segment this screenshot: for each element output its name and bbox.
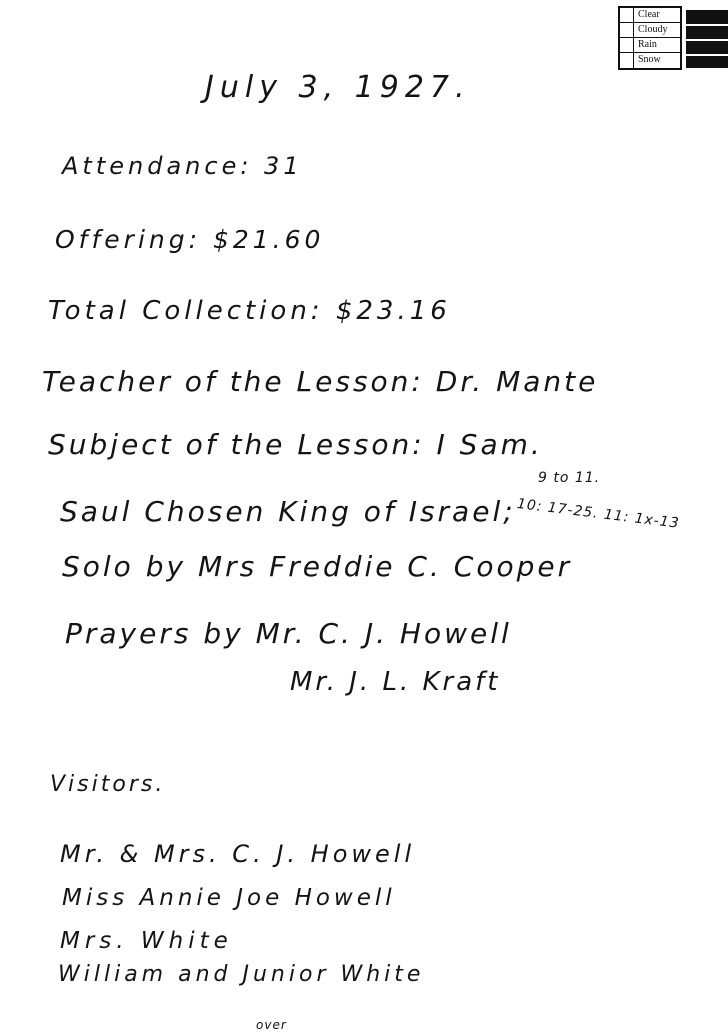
weather-option-label: Clear: [638, 9, 660, 20]
weather-option-snow: [620, 53, 680, 68]
subject-line: Subject of the Lesson: I Sam.: [48, 428, 543, 461]
visitors-heading: Visitors.: [50, 772, 166, 797]
weather-option-clear: [620, 8, 680, 23]
weather-option-rain: [620, 38, 680, 53]
weather-option-cloudy: [620, 23, 680, 38]
teacher-line: Teacher of the Lesson: Dr. Mante: [42, 365, 599, 398]
prayers-line: Prayers by Mr. C. J. Howell: [65, 617, 512, 650]
subject-title-line: Saul Chosen King of Israel;: [60, 495, 516, 528]
visitor-name: William and Junior White: [58, 962, 425, 987]
over-note: over: [256, 1018, 287, 1032]
weather-check-cell: [620, 38, 634, 52]
total-collection-line: Total Collection: $23.16: [48, 296, 451, 326]
offering-line: Offering: $21.60: [55, 225, 325, 254]
visitor-name: Mr. & Mrs. C. J. Howell: [60, 840, 416, 868]
weather-check-cell: [620, 53, 634, 68]
visitor-name: Mrs. White: [60, 928, 233, 954]
strip-divider: [686, 39, 728, 41]
weather-option-label: Cloudy: [638, 24, 668, 35]
solo-line: Solo by Mrs Freddie C. Cooper: [62, 550, 573, 583]
weather-checkbox-box: [618, 6, 682, 70]
weather-check-cell: [620, 8, 634, 22]
subject-reference-1: 9 to 11.: [538, 470, 601, 486]
weather-option-label: Rain: [638, 39, 657, 50]
strip-divider: [686, 24, 728, 26]
strip-divider: [686, 54, 728, 56]
weather-check-cell: [620, 23, 634, 37]
visitor-name: Miss Annie Joe Howell: [62, 885, 396, 911]
weather-option-label: Snow: [638, 54, 661, 65]
entry-date: July 3, 1927.: [205, 70, 471, 105]
prayers-line-second: Mr. J. L. Kraft: [290, 667, 501, 697]
subject-reference-2: 10: 17-25. 11: 1x-13: [516, 496, 681, 532]
attendance-line: Attendance: 31: [62, 152, 303, 180]
